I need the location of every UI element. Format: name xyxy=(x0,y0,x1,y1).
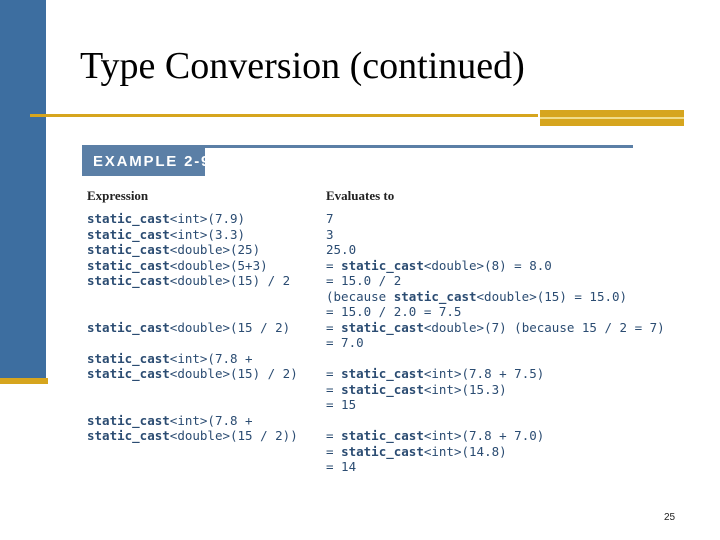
expression-column xyxy=(87,211,298,444)
expression-line-rest: <int>(7.8 + xyxy=(169,412,253,428)
expression-line xyxy=(87,289,298,305)
result-line xyxy=(326,320,665,336)
result-line-pre: = xyxy=(326,443,342,459)
result-line xyxy=(326,227,665,243)
expression-line-rest: <double>(15 / 2) xyxy=(169,319,291,335)
result-line-pre: (because xyxy=(326,288,394,304)
result-line xyxy=(326,211,665,227)
expression-line xyxy=(87,320,298,336)
result-line-rest: <double>(7) (because 15 / 2 = 7) xyxy=(423,319,665,335)
result-line-pre: = xyxy=(326,319,342,335)
expression-line xyxy=(87,211,298,227)
result-line-rest: <int>(7.8 + 7.0) xyxy=(423,428,545,443)
expression-header: Expression xyxy=(87,188,149,203)
expression-line-rest: <double>(15 / 2)) xyxy=(169,428,298,443)
result-line xyxy=(326,444,665,460)
result-line-kw: static_cast xyxy=(341,381,424,397)
result-line-pre: = 14 xyxy=(326,459,357,474)
result-line-pre: = 15.0 / 2.0 = 7.5 xyxy=(326,304,462,319)
expression-line-rest: <double>(15) / 2 xyxy=(169,273,291,288)
slide-title: Type Conversion (continued) xyxy=(80,45,525,87)
expression-line-rest: <int>(7.8 + xyxy=(169,350,253,366)
result-line xyxy=(326,459,665,475)
expression-line xyxy=(87,351,298,367)
expression-line-kw: static_cast xyxy=(87,366,170,381)
result-line-rest: <double>(15) = 15.0) xyxy=(476,288,628,304)
example-label: EXAMPLE 2-9 xyxy=(82,148,205,176)
result-line xyxy=(326,351,665,367)
expression-line-rest: <double>(5+3) xyxy=(169,257,268,273)
result-line-pre: = 15 xyxy=(326,397,357,412)
expression-line-kw: static_cast xyxy=(87,273,170,288)
expression-line xyxy=(87,428,298,444)
result-line xyxy=(326,366,665,382)
result-line xyxy=(326,382,665,398)
result-line-kw: static_cast xyxy=(341,443,424,459)
expression-line xyxy=(87,258,298,274)
expression-line-kw: static_cast xyxy=(87,226,170,242)
evaluates-header: Evaluates to xyxy=(326,188,395,203)
result-line-rest: <double>(8) = 8.0 xyxy=(423,257,552,273)
expression-line-kw: static_cast xyxy=(87,319,170,335)
result-line-kw: static_cast xyxy=(341,257,424,273)
expression-line-rest: <int>(7.9) xyxy=(169,211,246,226)
result-line xyxy=(326,397,665,413)
result-line-pre: 3 xyxy=(326,226,334,242)
result-line-pre: = xyxy=(326,381,342,397)
title-rule xyxy=(30,114,538,117)
result-line xyxy=(326,289,665,305)
expression-line xyxy=(87,304,298,320)
expression-line-kw: static_cast xyxy=(87,350,170,366)
result-line-pre: = 15.0 / 2 xyxy=(326,273,402,288)
expression-line xyxy=(87,397,298,413)
sidebar-band xyxy=(0,0,46,384)
result-line xyxy=(326,413,665,429)
expression-line xyxy=(87,227,298,243)
result-line xyxy=(326,335,665,351)
result-line-pre: = 7.0 xyxy=(326,335,364,350)
expression-line-kw: static_cast xyxy=(87,412,170,428)
expression-line-rest: <double>(25) xyxy=(169,242,261,257)
result-line xyxy=(326,258,665,274)
result-line-kw: static_cast xyxy=(341,319,424,335)
result-line-pre: = xyxy=(326,257,342,273)
result-line-kw: static_cast xyxy=(341,366,424,381)
page-number: 25 xyxy=(664,512,676,523)
result-line-pre: = xyxy=(326,366,342,381)
expression-line-kw: static_cast xyxy=(87,257,170,273)
expression-line xyxy=(87,366,298,382)
result-line-pre: 25.0 xyxy=(326,242,357,257)
result-line-rest: <int>(14.8) xyxy=(423,443,507,459)
expression-line xyxy=(87,273,298,289)
expression-line-rest: <int>(3.3) xyxy=(169,226,246,242)
result-line xyxy=(326,428,665,444)
result-line-pre: 7 xyxy=(326,211,334,226)
expression-line xyxy=(87,413,298,429)
expression-line-rest: <double>(15) / 2) xyxy=(169,366,298,381)
expression-line xyxy=(87,335,298,351)
expression-line xyxy=(87,242,298,258)
expression-line-kw: static_cast xyxy=(87,211,170,226)
expression-line-kw: static_cast xyxy=(87,242,170,257)
title-rule-box-line xyxy=(540,117,684,119)
result-line xyxy=(326,304,665,320)
expression-line xyxy=(87,382,298,398)
result-line xyxy=(326,242,665,258)
expression-line-kw: static_cast xyxy=(87,428,170,443)
result-line-rest: <int>(7.8 + 7.5) xyxy=(423,366,545,381)
result-line-pre: = xyxy=(326,428,342,443)
result-line xyxy=(326,273,665,289)
result-line-kw: static_cast xyxy=(341,428,424,443)
result-line-kw: static_cast xyxy=(393,288,477,304)
result-line-rest: <int>(15.3) xyxy=(423,381,507,397)
sidebar-accent xyxy=(0,378,48,384)
result-column xyxy=(326,211,665,475)
